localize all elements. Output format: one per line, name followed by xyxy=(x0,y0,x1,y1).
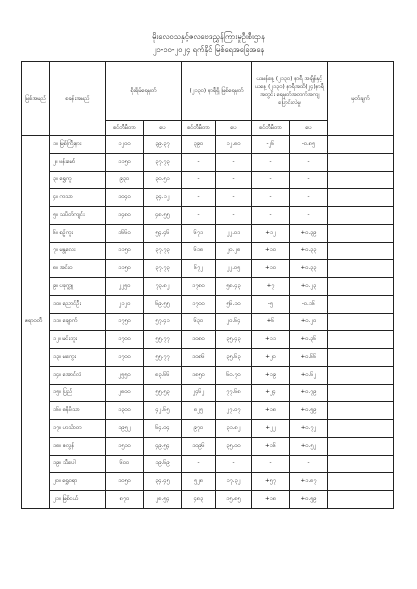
today-ft-cell: ၅၈.၄၃ xyxy=(216,278,252,296)
danger-cm-cell: ၁၀၄၀ xyxy=(106,189,144,207)
today-cm-cell: ၆၇၂ xyxy=(182,260,216,278)
station-cell: ၁၉။ သီပေါ xyxy=(50,455,106,473)
today-cm-cell: ၁၇၀၀ xyxy=(182,295,216,313)
today-cm-cell: - xyxy=(182,153,216,171)
station-cell: ၆။ စဉ့်ကူး xyxy=(50,224,106,242)
change-ft-cell: +၀.၅၉ xyxy=(290,491,328,509)
remark-cell xyxy=(328,295,394,313)
today-cm-cell: - xyxy=(182,189,216,207)
today-ft-cell: - xyxy=(216,207,252,225)
change-ft-cell: +၀.၅၂ xyxy=(290,437,328,455)
change-cm-cell: - xyxy=(252,153,290,171)
remark-cell xyxy=(328,313,394,331)
danger-ft-cell: ၆၉.၅၅ xyxy=(144,295,182,313)
today-cm-cell: ၁၀၉၆ xyxy=(182,437,216,455)
change-cm-cell: - xyxy=(252,171,290,189)
document-subtitle: ၂၁-၁၀-၂၀၂၄ ရက်နိုင် မြစ်ရေအခြေအနေ xyxy=(152,45,265,54)
danger-ft-cell: ၃၀.၅၁ xyxy=(144,171,182,189)
change-ft-cell: +၀.၆၂ xyxy=(290,366,328,384)
remark-cell xyxy=(328,420,394,438)
change-cm-cell: +၂၀ xyxy=(252,349,290,367)
today-ft-cell: ၃၁.၈၂ xyxy=(216,420,252,438)
today-cm-cell: ၃၉၀ xyxy=(182,136,216,154)
change-ft-cell: +၀.၂၃ xyxy=(290,278,328,296)
remark-cell xyxy=(328,207,394,225)
station-cell: ၁၂။ မင်းဘူး xyxy=(50,331,106,349)
remark-cell xyxy=(328,402,394,420)
danger-cm-cell: ၁၇၀၀ xyxy=(106,349,144,367)
remark-cell xyxy=(328,136,394,154)
change-cm-cell: +၇ xyxy=(252,278,290,296)
remark-cell xyxy=(328,491,394,509)
today-ft-cell: - xyxy=(216,153,252,171)
station-cell: ၂၁။ မြစ်ငယ် xyxy=(50,491,106,509)
danger-ft-cell: ၂၈.၅၄ xyxy=(144,491,182,509)
header-danger-level: စိုးရိမ်ရေမှတ် xyxy=(106,62,182,121)
table-row xyxy=(22,491,394,509)
change-ft-cell: -၀.၈၅ xyxy=(290,136,328,154)
table-row xyxy=(22,295,394,313)
remark-cell xyxy=(328,278,394,296)
remark-cell xyxy=(328,455,394,473)
change-ft-cell: - xyxy=(290,455,328,473)
table-row xyxy=(22,420,394,438)
danger-ft-cell: ၁၉.၆၉ xyxy=(144,455,182,473)
station-cell: ၁၄။ အောင်လံ xyxy=(50,366,106,384)
change-cm-cell: - xyxy=(252,189,290,207)
table-row xyxy=(22,153,394,171)
station-cell: ၁၃။ မကွေး xyxy=(50,349,106,367)
table-body xyxy=(22,136,394,509)
danger-cm-cell: ၂၁၂၀ xyxy=(106,295,144,313)
station-cell: ၁၅။ ပြည် xyxy=(50,384,106,402)
table-row xyxy=(22,349,394,367)
remark-cell xyxy=(328,349,394,367)
danger-ft-cell: ၄၂.၆၅ xyxy=(144,402,182,420)
header-unit-ft: ပေ xyxy=(216,121,252,136)
today-ft-cell: ၂၇.၀၇ xyxy=(216,402,252,420)
change-cm-cell: +၁၂ xyxy=(252,224,290,242)
today-ft-cell: ၂၂.၀၅ xyxy=(216,260,252,278)
table-row xyxy=(22,207,394,225)
table-row xyxy=(22,313,394,331)
danger-cm-cell: ၁၁၅၀ xyxy=(106,153,144,171)
change-cm-cell: +၂၂ xyxy=(252,420,290,438)
danger-ft-cell: ၈၃.၆၆ xyxy=(144,366,182,384)
today-ft-cell: - xyxy=(216,189,252,207)
danger-ft-cell: ၃၄.၁၂ xyxy=(144,189,182,207)
change-cm-cell: +၁၆ xyxy=(252,437,290,455)
danger-cm-cell: ၁၉၅၂ xyxy=(106,420,144,438)
change-ft-cell: - xyxy=(290,189,328,207)
station-cell: ၁၀။ ညောင်ဦး xyxy=(50,295,106,313)
today-ft-cell: ၂၀.၆၄ xyxy=(216,313,252,331)
station-cell: ၇။ မန္တလေး xyxy=(50,242,106,260)
header-unit-cm: စင်တီမီတာ xyxy=(106,121,144,136)
today-cm-cell: ၆၁၈ xyxy=(182,242,216,260)
danger-ft-cell: ၅၅.၇၇ xyxy=(144,349,182,367)
station-cell: ၁၈။ ဇလွန် xyxy=(50,437,106,455)
today-cm-cell: ၄၈၃ xyxy=(182,491,216,509)
danger-ft-cell: ၄၈.၅၅ xyxy=(144,207,182,225)
today-ft-cell: ၃၅.၄၃ xyxy=(216,331,252,349)
danger-cm-cell: ၁၃၀၀ xyxy=(106,402,144,420)
header-unit-ft: ပေ xyxy=(144,121,182,136)
remark-cell xyxy=(328,189,394,207)
remark-cell xyxy=(328,437,394,455)
change-ft-cell: - xyxy=(290,153,328,171)
change-ft-cell: +၀.၇၂ xyxy=(290,420,328,438)
change-cm-cell: +၁၈ xyxy=(252,402,290,420)
header-today-level: (၂၁၃၀) နာရီရှိ မြစ်ရေမှတ် xyxy=(182,62,252,121)
danger-ft-cell: ၅၄.၄၆ xyxy=(144,224,182,242)
today-cm-cell: ၉၇၀ xyxy=(182,420,216,438)
today-ft-cell: ၃၅.၆၃ xyxy=(216,349,252,367)
table-row xyxy=(22,242,394,260)
today-ft-cell: ၅၆.၁၀ xyxy=(216,295,252,313)
station-cell: ၂၀။ ရွှေဝရာ xyxy=(50,473,106,491)
station-cell: ၁၇။ ဟင်္သာတ xyxy=(50,420,106,438)
danger-ft-cell: ၆၄.၀၄ xyxy=(144,420,182,438)
table-row xyxy=(22,331,394,349)
danger-ft-cell: ၃၉.၃၇ xyxy=(144,136,182,154)
table-row xyxy=(22,384,394,402)
table-row xyxy=(22,171,394,189)
change-ft-cell: - xyxy=(290,207,328,225)
today-cm-cell: - xyxy=(182,171,216,189)
remark-cell xyxy=(328,242,394,260)
today-ft-cell: ၂၀.၂၈ xyxy=(216,242,252,260)
table-row xyxy=(22,402,394,420)
table-row xyxy=(22,278,394,296)
header-station: စခန်းအမည် xyxy=(50,62,106,136)
remark-cell xyxy=(328,224,394,242)
change-cm-cell: -၂၆ xyxy=(252,136,290,154)
table-row xyxy=(22,189,394,207)
station-cell: ၁၆။ ဓနိဗိသာ xyxy=(50,402,106,420)
today-cm-cell: ၁၈၅၀ xyxy=(182,366,216,384)
table-row xyxy=(22,366,394,384)
station-cell: ၂။ ဗန်းမော် xyxy=(50,153,106,171)
table-row xyxy=(22,136,394,154)
change-cm-cell: +၁၉ xyxy=(252,366,290,384)
change-ft-cell: +၀.၃၆ xyxy=(290,331,328,349)
change-ft-cell: +၀.၃၉ xyxy=(290,224,328,242)
remark-cell xyxy=(328,171,394,189)
danger-ft-cell: ၅၅.၅၃ xyxy=(144,384,182,402)
danger-ft-cell: ၇၃.၈၂ xyxy=(144,278,182,296)
danger-cm-cell: ၂၅၅၀ xyxy=(106,366,144,384)
danger-cm-cell: ၁၇၀၀ xyxy=(106,331,144,349)
header-river: မြစ်အမည် xyxy=(22,62,50,136)
today-ft-cell: - xyxy=(216,171,252,189)
station-cell: ၁။ မြစ်ကြီးနား xyxy=(50,136,106,154)
station-cell: ၁၁။ ချောက် xyxy=(50,313,106,331)
danger-ft-cell: ၃၄.၄၅ xyxy=(144,473,182,491)
danger-cm-cell: ၁၂၀၀ xyxy=(106,136,144,154)
danger-ft-cell: ၅၇.၄၁ xyxy=(144,313,182,331)
station-cell: ၈။ အင်းဝ xyxy=(50,260,106,278)
change-cm-cell: +၅၇ xyxy=(252,473,290,491)
change-cm-cell: - xyxy=(252,455,290,473)
change-cm-cell: -၅ xyxy=(252,295,290,313)
remark-cell xyxy=(328,153,394,171)
danger-cm-cell: ၆၀၀ xyxy=(106,455,144,473)
danger-cm-cell: ၁၁၅၀ xyxy=(106,242,144,260)
river-name-cell: ဧရာဝတီ xyxy=(22,136,50,509)
danger-cm-cell: ၁၀၅၀ xyxy=(106,473,144,491)
header-unit-cm: စင်တီမီတာ xyxy=(182,121,216,136)
today-ft-cell: - xyxy=(216,455,252,473)
change-ft-cell: +၀.၂၀ xyxy=(290,313,328,331)
today-cm-cell: ၆၃၀ xyxy=(182,313,216,331)
change-cm-cell: +၆ xyxy=(252,313,290,331)
remark-cell xyxy=(328,331,394,349)
table-row xyxy=(22,260,394,278)
remark-cell xyxy=(328,366,394,384)
today-ft-cell: ၁၅.၈၅ xyxy=(216,491,252,509)
danger-cm-cell: ၉၃၀ xyxy=(106,171,144,189)
change-cm-cell: +၂၄ xyxy=(252,384,290,402)
today-cm-cell: ၆၇၁ xyxy=(182,224,216,242)
table-row xyxy=(22,455,394,473)
station-cell: ၅။ သပိတ်ကျင်း xyxy=(50,207,106,225)
change-ft-cell: +၀.၃၃ xyxy=(290,260,328,278)
change-ft-cell: +၀.၅၉ xyxy=(290,402,328,420)
today-ft-cell: ၂၂.၀၁ xyxy=(216,224,252,242)
table-row xyxy=(22,437,394,455)
today-ft-cell: ၁၇.၃၂ xyxy=(216,473,252,491)
header-level-change: ယမန်နေ့ (၂၁၃၀) နာရီ အချိန်နှင့် ယနေ့ (၂၁၃၀) နာရီအထိ(၂၄)နာရီအတွင်း ရေမှတ်အတက်အကျ ပြောင်းလဲမှု xyxy=(252,62,328,121)
change-cm-cell: - xyxy=(252,207,290,225)
change-ft-cell: +၀.၃၃ xyxy=(290,242,328,260)
river-level-table xyxy=(21,61,394,509)
today-cm-cell: - xyxy=(182,207,216,225)
danger-ft-cell: ၃၇.၇၃ xyxy=(144,260,182,278)
station-cell: ၄။ ကသာ xyxy=(50,189,106,207)
today-cm-cell: - xyxy=(182,455,216,473)
table-row xyxy=(22,224,394,242)
danger-cm-cell: ၈၇၀ xyxy=(106,491,144,509)
danger-ft-cell: ၅၅.၇၇ xyxy=(144,331,182,349)
station-cell: ၉။ ပခုက္ကူ xyxy=(50,278,106,296)
today-ft-cell: ၇၇.၆၈ xyxy=(216,384,252,402)
change-ft-cell: - xyxy=(290,171,328,189)
document-title: မိုးလေဝသနှင့်ဇလဗေဒညွှန်ကြားမှုဦးစီးဌာန xyxy=(152,32,265,41)
danger-cm-cell: ၁၅၁၀ xyxy=(106,437,144,455)
today-cm-cell: ၁၀၈၆ xyxy=(182,349,216,367)
today-cm-cell: ၅၂၈ xyxy=(182,473,216,491)
change-cm-cell: +၁၀ xyxy=(252,260,290,278)
change-cm-cell: +၁၈ xyxy=(252,491,290,509)
danger-cm-cell: ၁၄၈၀ xyxy=(106,207,144,225)
danger-cm-cell: ၂၂၅၀ xyxy=(106,278,144,296)
today-ft-cell: ၁၂.၈၀ xyxy=(216,136,252,154)
today-cm-cell: ၁၇၈၀ xyxy=(182,278,216,296)
remark-cell xyxy=(328,473,394,491)
today-cm-cell: ၈၂၅ xyxy=(182,402,216,420)
header-unit-ft: ပေ xyxy=(290,121,328,136)
danger-ft-cell: ၄၉.၅၄ xyxy=(144,437,182,455)
header-remark: မှတ်ချက် xyxy=(328,62,394,136)
danger-cm-cell: ၂၈၀၀ xyxy=(106,384,144,402)
danger-ft-cell: ၃၇.၇၃ xyxy=(144,242,182,260)
danger-cm-cell: ၁၁၅၀ xyxy=(106,260,144,278)
danger-cm-cell: ၁၆၆၀ xyxy=(106,224,144,242)
danger-cm-cell: ၁၇၅၀ xyxy=(106,313,144,331)
remark-cell xyxy=(328,384,394,402)
today-ft-cell: ၃၅.၀၀ xyxy=(216,437,252,455)
header-unit-cm: စင်တီမီတာ xyxy=(252,121,290,136)
today-ft-cell: ၆၀.၇၀ xyxy=(216,366,252,384)
table-row xyxy=(22,473,394,491)
change-cm-cell: +၁၁ xyxy=(252,331,290,349)
change-cm-cell: +၁၀ xyxy=(252,242,290,260)
change-ft-cell: +၀.၇၉ xyxy=(290,384,328,402)
change-ft-cell: +၀.၆၆ xyxy=(290,349,328,367)
change-ft-cell: +၁.၈၇ xyxy=(290,473,328,491)
station-cell: ၃။ ရွှေကူ xyxy=(50,171,106,189)
today-cm-cell: ၁၀၈၀ xyxy=(182,331,216,349)
today-cm-cell: ၂၄၆၂ xyxy=(182,384,216,402)
change-ft-cell: -၀.၁၆ xyxy=(290,295,328,313)
remark-cell xyxy=(328,260,394,278)
danger-ft-cell: ၃၇.၇၃ xyxy=(144,153,182,171)
